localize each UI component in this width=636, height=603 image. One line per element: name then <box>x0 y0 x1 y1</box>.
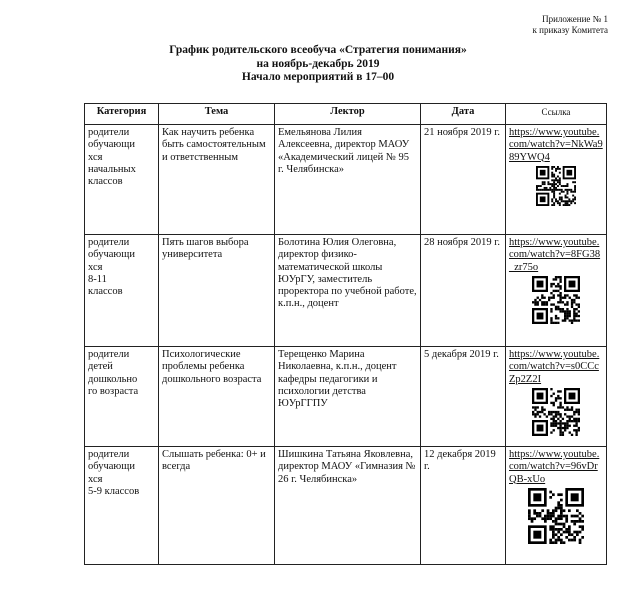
cell-date: 5 декабря 2019 г. <box>421 347 506 447</box>
qr-code-icon <box>528 488 584 544</box>
qr-code-icon <box>536 166 576 206</box>
cell-link <box>506 347 607 447</box>
cell-date: 12 декабря 2019 г. <box>421 447 506 565</box>
cell-topic: Как научить ребенка быть самостоятельным и ответственным <box>159 125 275 235</box>
video-link[interactable]: https://www.youtube.com/watch?v=s0CCcZp2Z2I <box>509 349 600 385</box>
cell-lecturer: Терещенко Марина Николаевна, к.п.н., доцент кафедры педагогики и психологии детства ЮУрГГПУ <box>275 347 421 447</box>
cell-category <box>85 447 159 565</box>
cell-topic: Пять шагов выбора университета <box>159 235 275 347</box>
header-date: Дата <box>421 104 506 125</box>
document-heading <box>0 44 636 85</box>
heading-title: График родительского всеобуча «Стратегия понимания» <box>169 44 467 56</box>
header-link: Ссылка <box>506 104 607 125</box>
category-text: родители обучающи хся начальных классов <box>88 127 136 188</box>
annex-note <box>533 14 608 36</box>
category-text: родители обучающи хся 8-11 классов <box>88 237 135 298</box>
header-category: Категория <box>85 104 159 125</box>
cell-category <box>85 347 159 447</box>
annex-line-1: Приложение № 1 <box>542 14 608 24</box>
video-link[interactable]: https://www.youtube.com/watch?v=8FG38_zr75o <box>509 237 601 273</box>
cell-topic: Слышать ребенка: 0+ и всегда <box>159 447 275 565</box>
table-row <box>85 235 607 347</box>
table-header-row <box>85 104 607 125</box>
heading-period: на ноябрь-декабрь 2019 <box>256 57 380 70</box>
cell-lecturer: Емельянова Лилия Алексеевна, директор МАОУ «Академический лицей № 95 г. Челябинска» <box>275 125 421 235</box>
cell-lecturer: Шишкина Татьяна Яковлевна, директор МАОУ «Гимназия № 26 г. Челябинска» <box>275 447 421 565</box>
cell-category <box>85 235 159 347</box>
cell-date: 21 ноября 2019 г. <box>421 125 506 235</box>
cell-link <box>506 125 607 235</box>
cell-topic: Психологические проблемы ребенка дошкольного возраста <box>159 347 275 447</box>
category-text: родители обучающи хся 5-9 классов <box>88 449 140 497</box>
table-row <box>85 347 607 447</box>
header-topic: Тема <box>159 104 275 125</box>
qr-code-icon <box>532 388 580 436</box>
video-link[interactable]: https://www.youtube.com/watch?v=96vDrQB-xUo <box>509 449 600 485</box>
header-lecturer: Лектор <box>275 104 421 125</box>
cell-lecturer: Болотина Юлия Олеговна, директор физико-математической школы ЮУрГУ, заместитель проректора по учебной работе, к.п.н., доцент <box>275 235 421 347</box>
schedule-table <box>84 103 607 565</box>
cell-date: 28 ноября 2019 г. <box>421 235 506 347</box>
cell-link <box>506 447 607 565</box>
annex-line-2: к приказу Комитета <box>532 25 608 35</box>
qr-code-icon <box>532 276 580 324</box>
cell-category <box>85 125 159 235</box>
table-row <box>85 125 607 235</box>
table-row <box>85 447 607 565</box>
video-link[interactable]: https://www.youtube.com/watch?v=NkWa989YWQ4 <box>509 127 603 163</box>
cell-link <box>506 235 607 347</box>
heading-start-time: Начало мероприятий в 17–00 <box>241 71 395 83</box>
category-text: родители детей дошкольно го возраста <box>88 349 139 397</box>
